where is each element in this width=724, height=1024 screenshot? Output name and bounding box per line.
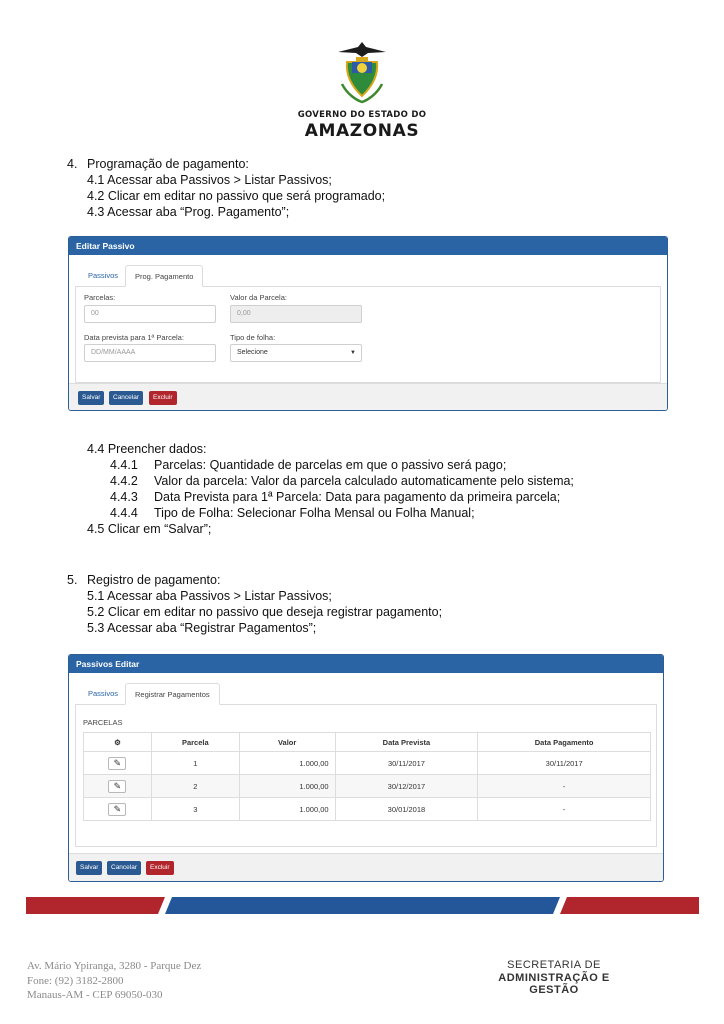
step-5-1: 5.1 Acessar aba Passivos > Listar Passivos; [87,589,332,603]
tab-passivos[interactable]: Passivos [88,689,119,698]
data-prevista-cell: 30/01/2018 [335,798,478,821]
section-4-number: 4. [67,157,78,171]
panel-tabs [75,683,657,705]
table-header-row [84,733,651,752]
edit-cell [84,752,152,775]
government-line: GOVERNO DO ESTADO DO [297,110,427,120]
tab-prog-pagamento[interactable]: Prog. Pagamento [125,265,203,287]
panel-actions [69,853,663,882]
parcela-cell: 3 [151,798,239,821]
section-5-number: 5. [67,573,78,587]
parcela-cell: 1 [151,752,239,775]
city-line: Manaus-AM - CEP 69050-030 [27,989,163,1001]
tipo-folha-label: Tipo de folha: [230,333,276,342]
edit-icon[interactable]: ✎ [108,757,126,770]
column-header-valor: Valor [239,733,335,752]
chevron-down-icon: ▼ [350,350,356,356]
gear-icon: ⚙ [84,733,152,752]
secretaria-line2: ADMINISTRAÇÃO E GESTÃO [498,972,610,996]
save-button[interactable]: Salvar [78,391,104,405]
section-5-heading [67,573,220,589]
delete-button[interactable]: Excluir [146,861,174,875]
save-button[interactable]: Salvar [76,861,102,875]
state-name: AMAZONAS [304,121,420,141]
document-header [0,38,724,141]
step-4-4-1-number: 4.4.1 [110,458,138,472]
step-4-4-2 [110,474,574,490]
step-4-5: 4.5 Clicar em “Salvar”; [87,522,212,536]
cancel-button[interactable]: Cancelar [107,861,141,875]
address-line: Av. Mário Ypiranga, 3280 - Parque Dez [27,960,202,972]
parcelas-input[interactable]: 00 [84,305,216,323]
data-prevista-label: Data prevista para 1ª Parcela: [84,333,184,342]
section-4-title: Programação de pagamento: [87,157,249,171]
section-5-title: Registro de pagamento: [87,573,221,587]
tipo-folha-select[interactable] [230,344,362,362]
valor-parcela-input: 0,00 [230,305,362,323]
step-4-4-3 [110,490,560,506]
secretaria-line1: SECRETARIA DE [507,959,601,971]
tipo-folha-selected: Selecione [237,349,268,356]
panel-tabs [75,265,661,287]
valor-cell: 1.000,00 [239,775,335,798]
data-pagamento-cell: - [478,798,651,821]
parcelas-section-label: PARCELAS [83,718,123,727]
footer-stripe [0,897,724,914]
phone-line: Fone: (92) 3182-2800 [27,974,124,987]
tab-passivos[interactable]: Passivos [88,271,119,280]
address-block [27,959,201,1003]
step-4-4-4 [110,506,475,522]
edit-cell [84,775,152,798]
state-coat-of-arms-icon [332,38,392,106]
step-5-2: 5.2 Clicar em editar no passivo que deseja registrar pagamento; [87,605,443,619]
step-4-4-3-text: Data Prevista para 1ª Parcela: Data para pagamento da primeira parcela; [154,490,561,504]
parcelas-table [83,732,651,821]
cancel-button[interactable]: Cancelar [109,391,143,405]
data-pagamento-cell: 30/11/2017 [478,752,651,775]
tab-registrar-pagamentos[interactable]: Registrar Pagamentos [125,683,220,705]
tab-content [75,287,661,383]
data-prevista-input[interactable]: DD/MM/AAAA [84,344,216,362]
data-pagamento-cell: - [478,775,651,798]
step-4-4-3-number: 4.4.3 [110,490,138,504]
step-4-4-1 [110,458,506,474]
parcela-cell: 2 [151,775,239,798]
panel-actions [69,383,667,411]
delete-button[interactable]: Excluir [149,391,177,405]
step-4-3: 4.3 Acessar aba “Prog. Pagamento”; [87,205,290,219]
parcelas-label: Parcelas: [84,293,116,302]
column-header-data-pagamento: Data Pagamento [478,733,651,752]
edit-icon[interactable]: ✎ [108,803,126,816]
edit-icon[interactable]: ✎ [108,780,126,793]
step-4-4-4-number: 4.4.4 [110,506,138,520]
data-prevista-cell: 30/11/2017 [335,752,478,775]
step-5-3: 5.3 Acessar aba “Registrar Pagamentos”; [87,621,317,635]
passivos-editar-panel [68,654,664,882]
tab-content [75,705,657,847]
panel-title: Passivos Editar [69,655,663,673]
step-4-4: 4.4 Preencher dados: [87,442,207,456]
column-header-parcela: Parcela [151,733,239,752]
step-4-1: 4.1 Acessar aba Passivos > Listar Passivos; [87,173,332,187]
step-4-2: 4.2 Clicar em editar no passivo que será programado; [87,189,386,203]
valor-cell: 1.000,00 [239,752,335,775]
section-4-heading [67,157,249,173]
valor-parcela-label: Valor da Parcela: [230,293,287,302]
column-header-data-prevista: Data Prevista [335,733,478,752]
step-4-4-1-text: Parcelas: Quantidade de parcelas em que o passivo será pago; [154,458,507,472]
table-row [84,798,651,821]
table-row [84,752,651,775]
data-prevista-cell: 30/12/2017 [335,775,478,798]
panel-title: Editar Passivo [69,237,667,255]
step-4-4-2-text: Valor da parcela: Valor da parcela calculado automaticamente pelo sistema; [154,474,574,488]
step-4-4-2-number: 4.4.2 [110,474,138,488]
editar-passivo-panel [68,236,668,411]
step-4-4-4-text: Tipo de Folha: Selecionar Folha Mensal ou Folha Manual; [154,506,475,520]
valor-cell: 1.000,00 [239,798,335,821]
table-row [84,775,651,798]
edit-cell [84,798,152,821]
